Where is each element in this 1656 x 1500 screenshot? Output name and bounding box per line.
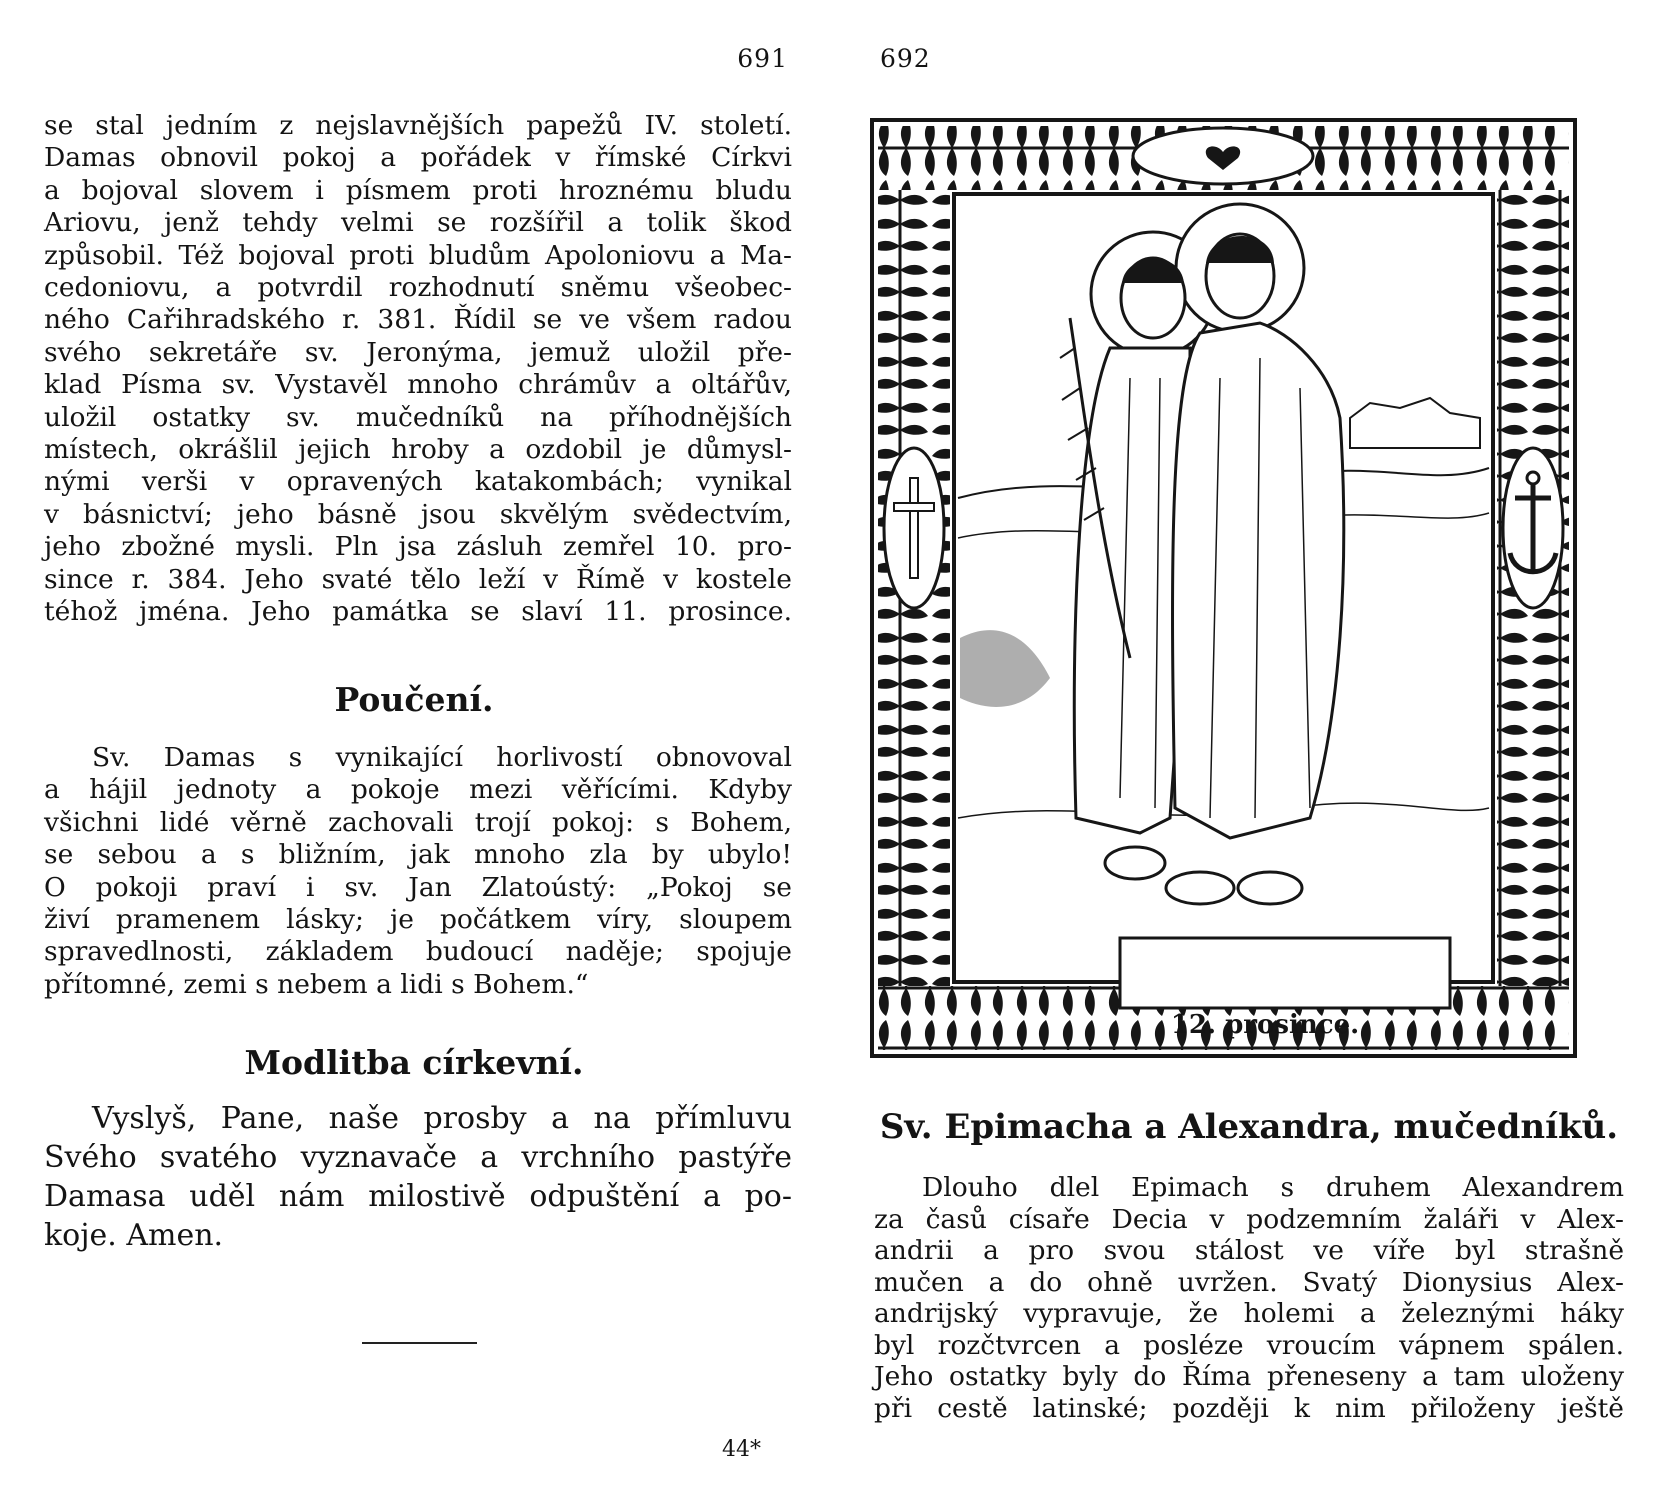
saint-title: Sv. Epimacha a Alexandra, mučedníků. [879,1107,1619,1147]
page-number-left: 691 [737,44,788,73]
text-line: ného Cařihradského r. 381. Řídil se ve všem radou [44,304,792,336]
text-line: nými verši v opravených katakombách; vynikal [44,466,792,498]
text-line: spravedlnosti, základem budoucí naděje; spojuje [44,936,792,968]
text-line: Damas obnovil pokoj a pořádek v římské Církvi [44,142,792,174]
text-line: živí pramenem lásky; je počátkem víry, sloupem [44,904,792,936]
text-line: uložil ostatky sv. mučedníků na příhodnějších [44,401,792,433]
text-line: a hájil jednoty a pokoje mezi věřícími. Kdyby [44,774,792,806]
text-line: místech, okrášlil jejich hroby a ozdobil je důmysl- [44,434,792,466]
text-line: Damasa uděl nám milostivě odpuštění a po- [44,1179,792,1214]
illustration-caption: 12. prosince. [1170,1010,1360,1040]
prayer-heading: Modlitba církevní. [244,1043,584,1082]
text-line: byl rozčtvrcen a posléze vroucím vápnem spálen. [874,1329,1624,1361]
text-line: Ariovu, jenž tehdy velmi se rozšířil a tolik škod [44,207,792,239]
text-line: koje. Amen. [44,1218,224,1253]
text-line: za časů císaře Decia v podzemním žaláři v Alex- [874,1203,1624,1235]
text-line: andrijský vypravuje, že holemi a železnými háky [874,1298,1624,1329]
text-line: se stal jedním z nejslavnějších papežů IV. století. [44,110,792,141]
text-line: při cestě latinské; později k nim přiloženy ještě [874,1392,1624,1424]
text-line: mučen a do ohně uvržen. Svatý Dionysius Alex- [874,1266,1624,1298]
text-line: přítomné, zemi s nebem a lidi s Bohem.“ [44,968,589,1000]
text-line: v básnictví; jeho básně jsou skvělým svědectvím, [44,498,792,530]
text-line: Vyslyš, Pane, naše prosby a na přímluvu [92,1101,792,1136]
right-page [828,0,1656,1500]
text-line: klad Písma sv. Vystavěl mnoho chrámův a oltářův, [44,369,792,401]
ornamental-frame-illustration [870,118,1577,1058]
left-body-text [44,110,792,629]
text-line: Jeho ostatky byly do Říma přeneseny a tam uloženy [874,1361,1624,1392]
text-line: cedoniovu, a potvrdil rozhodnutí sněmu všeobec- [44,272,792,304]
signature-mark: 44* [722,1437,761,1462]
pouceni-heading: Poučení. [334,680,494,719]
saint-body-text [874,1172,1624,1424]
text-line: andrii a pro svou stálost ve víře byl strašně [874,1235,1624,1266]
text-line: svého sekretáře sv. Jeronýma, jemuž uložil pře- [44,336,792,368]
text-line: se sebou a s bližním, jak mnoho zla by ubylo! [44,839,792,871]
text-line: jeho zbožné mysli. Pln jsa zásluh zemřel 10. pro- [44,531,792,563]
text-line: Sv. Damas s vynikající horlivostí obnovoval [92,742,792,773]
prayer-text [44,1099,792,1255]
text-line: O pokoji praví i sv. Jan Zlatoústý: „Pokoj se [44,871,792,903]
text-line: since r. 384. Jeho svaté tělo leží v Římě v kostele [44,563,792,595]
text-line: Svého svatého vyznavače a vrchního pastýře [44,1140,792,1175]
page-number-right: 692 [880,44,931,73]
saints-illustration [870,118,1577,1058]
text-line: Dlouho dlel Epimach s druhem Alexandrem [922,1172,1624,1203]
text-line: a bojoval slovem i písmem proti hroznému bludu [44,174,792,206]
text-line: způsobil. Též bojoval proti bludům Apoloniovu a Ma- [44,239,792,271]
text-line: všichni lidé věrně zachovali trojí pokoj: s Bohem, [44,806,792,838]
text-line: téhož jména. Jeho památka se slaví 11. prosince. [44,596,792,628]
pouceni-text [44,742,792,1001]
section-divider [362,1342,477,1344]
